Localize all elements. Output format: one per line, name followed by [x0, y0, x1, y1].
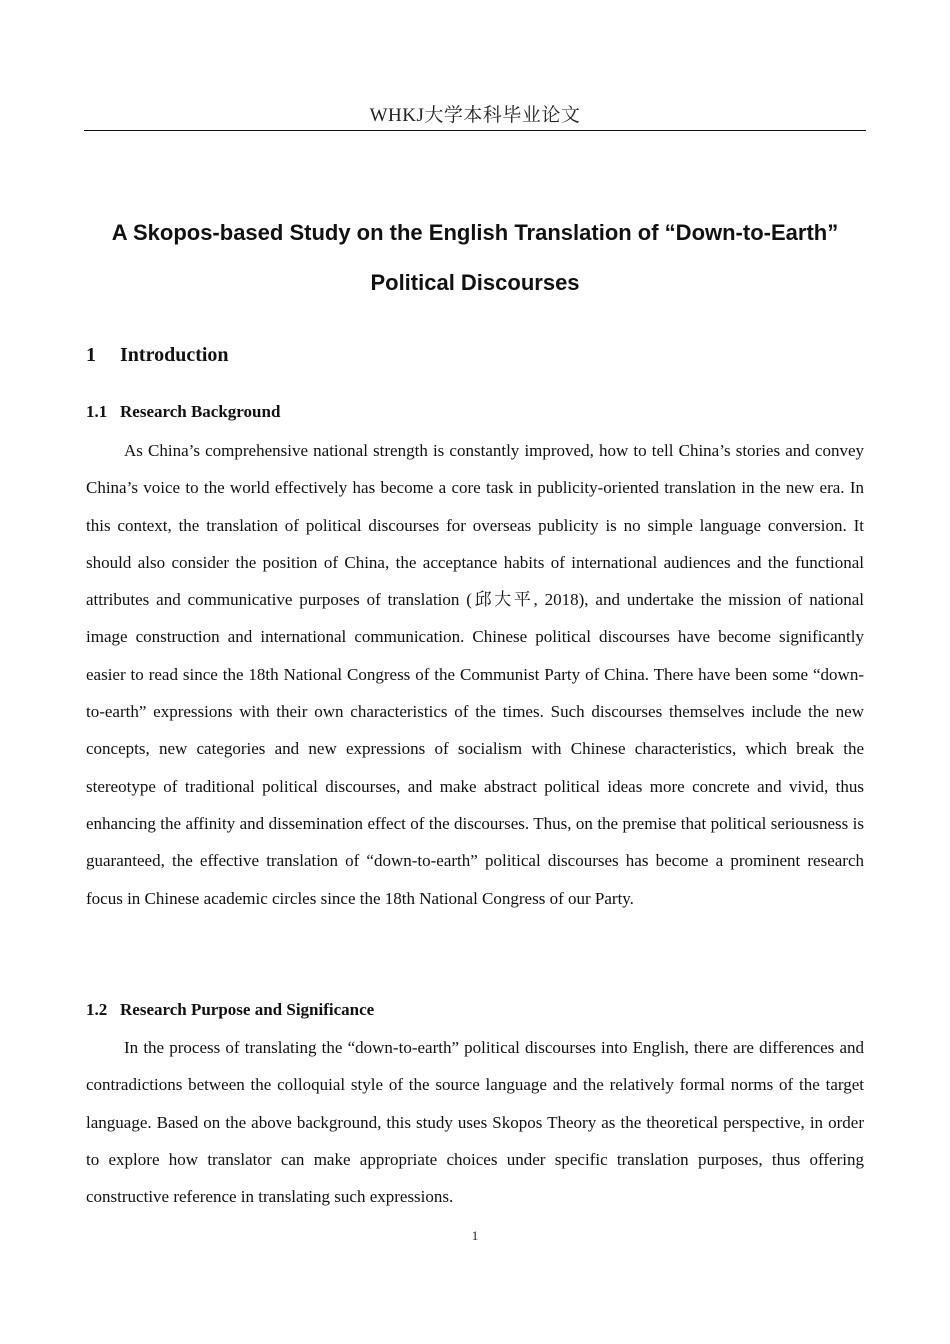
subsection-number: 1.1 [86, 402, 108, 421]
subsection-number: 1.2 [86, 1000, 108, 1019]
subsection-heading-purpose-significance [86, 1000, 374, 1020]
page-number: 1 [471, 1228, 479, 1243]
section-heading-introduction [86, 344, 229, 367]
paragraph-research-background: As China’s comprehensive national strength is constantly improved, how to tell China’s stories and convey China’s voice to the world effectively has become a core task in publicity-oriented translation in the new era. In this context, the translation of political discourses for overseas publicity is no simple language conversion. It should also consider the position of China, the acceptance habits of international audiences and the functional attributes and communicative purposes of translation (邱大平, 2018), and undertake the mission of national image construction and international communication. Chinese political discourses have become significantly easier to read since the 18th National Congress of the Communist Party of China. There have been some “down-to-earth” expressions with their own characteristics of the times. Such discourses themselves include the new concepts, new categories and new expressions of socialism with Chinese characteristics, which break the stereotype of traditional political discourses, and make abstract political ideas more concrete and vivid, thus enhancing the affinity and dissemination effect of the discourses. Thus, on the premise that political seriousness is guaranteed, the effective translation of “down-to-earth” political discourses has become a prominent research focus in Chinese academic circles since the 18th National Congress of our Party. [86, 441, 864, 908]
section-number: 1 [86, 344, 96, 366]
section-title: Introduction [120, 344, 229, 366]
subsection-heading-research-background [86, 402, 280, 422]
subsection-title: Research Background [120, 402, 281, 421]
paragraph-purpose-significance: In the process of translating the “down-to-earth” political discourses into English, there are differences and contradictions between the colloquial style of the source language and the relatively formal norms of the target language. Based on the above background, this study uses Skopos Theory as the theoretical perspective, in order to explore how translator can make appropriate choices under specific translation purposes, thus offering constructive reference in translating such expressions. [86, 1038, 864, 1207]
running-header: WHKJ大学本科毕业论文 [369, 105, 581, 126]
paper-title: A Skopos-based Study on the English Translation of “Down-to-Earth” Political Discourses [111, 220, 839, 295]
header-divider [84, 130, 866, 131]
subsection-title: Research Purpose and Significance [120, 1000, 375, 1019]
